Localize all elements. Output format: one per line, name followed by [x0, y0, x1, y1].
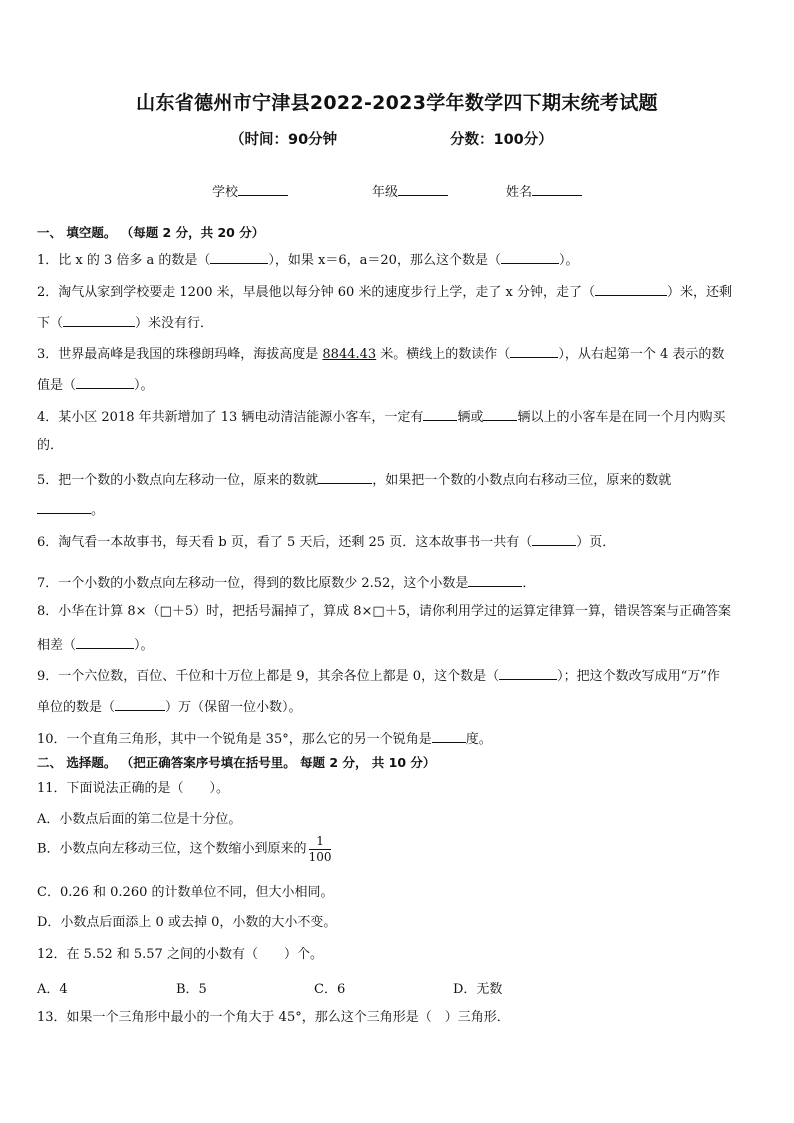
question-12-option-c: C．6 [314, 982, 346, 997]
question-5-line-2: 。 [37, 500, 757, 519]
question-12-option-b: B．5 [176, 982, 207, 997]
question-5-line-1: 5．把一个数的小数点向左移动一位，原来的数就 ，如果把一个数的小数点向右移动三位，原来的数就 [37, 470, 757, 489]
question-8-line-2: 相差（ ）。 [37, 635, 757, 654]
question-4-line-1: 4．某小区 2018 年共新增加了 13 辆电动清洁能源小客车，一定有 辆或 辆以上的小客车是在同一个月内购买 [37, 407, 757, 426]
section-2-heading: 二、 选择题。 （把正确答案序号填在括号里。 每题 2 分， 共 10 分） [37, 755, 436, 770]
grade-label: 年级 [372, 185, 399, 200]
exam-score: 分数：100分） [450, 132, 553, 148]
question-9-line-2: 单位的数是（ ）万（保留一位小数）。 [37, 697, 757, 716]
page-title: 山东省德州市宁津县2022-2023学年数学四下期末统考试题 [136, 92, 658, 114]
school-label: 学校 [212, 185, 239, 200]
question-12-stem: 12．在 5.52 和 5.57 之间的小数有（ ）个。 [37, 947, 323, 962]
question-6: 6．淘气看一本故事书，每天看 b 页，看了 5 天后，还剩 25 页．这本故事书一共有（ ）页． [37, 532, 757, 551]
grade-field [372, 181, 448, 200]
question-2-line-2: 下（ ）米没有行． [37, 313, 757, 332]
fraction-1-100: $\frac{1}{100}$ [308, 834, 332, 864]
section-1-heading: 一、 填空题。 （每题 2 分，共 20 分） [37, 225, 265, 240]
underlined-number: 8844.43 [322, 347, 377, 362]
question-2-line-1: 2．淘气从家到学校要走 1200 米，早晨他以每分钟 60 米的速度步行上学，走了 x 分钟，走了（ ）米，还剩 [37, 282, 757, 301]
question-3-line-2: 值是（ ）。 [37, 375, 757, 394]
question-11-option-a: A．小数点后面的第二位是十分位。 [37, 812, 242, 827]
question-12-option-a: A．4 [37, 982, 68, 997]
question-3-line-1: 3．世界最高峰是我国的珠穆朗玛峰，海拔高度是 8844.43 米。横线上的数读作（ ），从右起第一个 4 表示的数 [37, 344, 757, 363]
question-11-stem: 11．下面说法正确的是（ ）。 [37, 781, 230, 796]
question-7: 7．一个小数的小数点向左移动一位，得到的数比原数少 2.52，这个小数是 ． [37, 573, 757, 592]
question-9-line-1: 9．一个六位数，百位、千位和十万位上都是 9，其余各位上都是 0，这个数是（ ）；把这个数改写成用“万”作 [37, 666, 757, 685]
school-blank [238, 183, 288, 196]
question-1: 1．比 x 的 3 倍多 a 的数是（ ），如果 x＝6，a＝20，那么这个数是（ ）。 [37, 250, 757, 269]
name-blank [532, 183, 582, 196]
question-11-option-b: B．小数点向左移动三位，这个数缩小到原来的 $\frac{1}{100}$ [37, 834, 332, 864]
school-field [212, 181, 288, 200]
question-11-option-c: C．0.26 和 0.260 的计数单位不同，但大小相同。 [37, 885, 334, 900]
exam-time: （时间：90分钟 [230, 132, 338, 148]
question-8-line-1: 8．小华在计算 8×（□＋5）时，把括号漏掉了，算成 8×□＋5，请你利用学过的运算定律算一算，错误答案与正确答案 [37, 604, 731, 619]
question-12-option-d: D．无数 [453, 982, 503, 997]
question-11-option-d: D．小数点后面添上 0 或去掉 0，小数的大小不变。 [37, 915, 337, 930]
question-10: 10．一个直角三角形，其中一个锐角是 35°，那么它的另一个锐角是 度。 [37, 729, 757, 748]
grade-blank [398, 183, 448, 196]
name-label: 姓名 [506, 185, 533, 200]
question-13-stem: 13．如果一个三角形中最小的一个角大于 45°，那么这个三角形是（ ）三角形． [37, 1010, 510, 1025]
name-field [506, 181, 582, 200]
question-4-line-2: 的． [37, 438, 64, 453]
